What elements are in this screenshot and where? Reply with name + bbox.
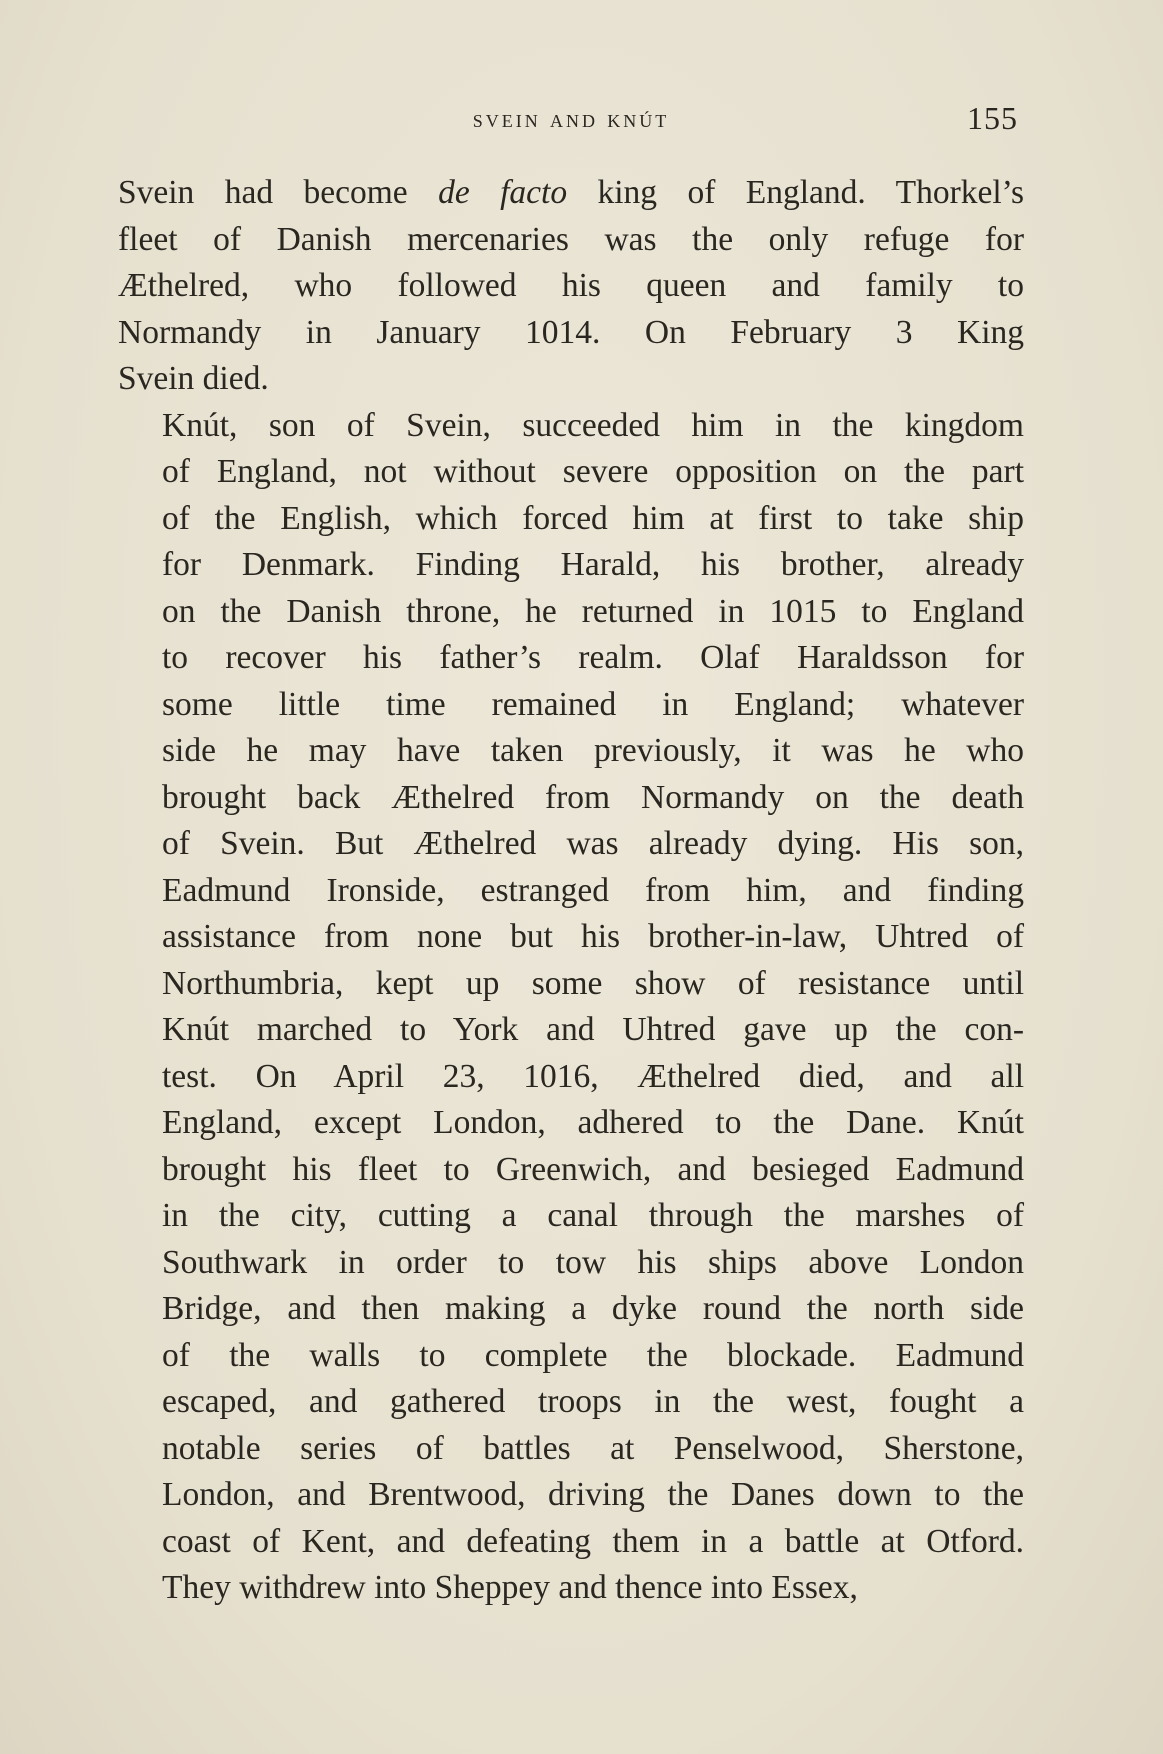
text-line: Normandy in January 1014. On February 3 King bbox=[118, 313, 1024, 351]
text-line: London, and Brentwood, driving the Danes down to the bbox=[162, 1476, 1024, 1513]
text-line: test. On April 23, 1016, Æthelred died, and all bbox=[162, 1057, 1024, 1095]
text-line: Bridge, and then making a dyke round the north side bbox=[162, 1290, 1024, 1327]
text-line: side he may have taken previously, it was he who bbox=[162, 732, 1024, 769]
text-line: brought his fleet to Greenwich, and besieged Eadmund bbox=[162, 1150, 1024, 1188]
paragraph bbox=[118, 170, 1024, 403]
text-line: Southwark in order to tow his ships above London bbox=[162, 1243, 1024, 1281]
text-line: to recover his father’s realm. Olaf Haraldsson for bbox=[162, 639, 1024, 676]
text-line: escaped, and gathered troops in the west, fought a bbox=[162, 1383, 1024, 1420]
text-line: Knút marched to York and Uhtred gave up the con- bbox=[162, 1011, 1024, 1048]
text-line: of Svein. But Æthelred was already dying. His son, bbox=[162, 825, 1024, 862]
text-line: of the walls to complete the blockade. Eadmund bbox=[162, 1336, 1024, 1374]
text-line: for Denmark. Finding Harald, his brother, already bbox=[162, 546, 1024, 583]
text-line: in the city, cutting a canal through the marshes of bbox=[162, 1197, 1024, 1234]
page-number: 155 bbox=[967, 100, 1018, 136]
text-line: Svein had become de facto king of England. Thorkel’s bbox=[118, 174, 1024, 211]
text-line: fleet of Danish mercenaries was the only refuge for bbox=[118, 220, 1024, 258]
text-line: on the Danish throne, he returned in 1015 to England bbox=[162, 592, 1024, 630]
text-line: They withdrew into Sheppey and thence into Essex, bbox=[162, 1569, 858, 1606]
paragraph bbox=[118, 403, 1024, 1612]
text-line: Svein died. bbox=[118, 360, 269, 397]
text-line: Æthelred, who followed his queen and family to bbox=[118, 267, 1024, 304]
text-line: of the English, which forced him at first to take ship bbox=[162, 499, 1024, 537]
text-line: coast of Kent, and defeating them in a battle at Otford. bbox=[162, 1522, 1024, 1560]
text-line: notable series of battles at Penselwood, Sherstone, bbox=[162, 1429, 1024, 1467]
page-header bbox=[118, 96, 1024, 146]
italic-phrase: de facto bbox=[438, 174, 568, 211]
text-line: Northumbria, kept up some show of resistance until bbox=[162, 964, 1024, 1002]
text-line: some little time remained in England; whatever bbox=[162, 685, 1024, 723]
text-line: Knút, son of Svein, succeeded him in the kingdom bbox=[162, 406, 1024, 444]
text-line: of England, not without severe opposition on the part bbox=[162, 453, 1024, 490]
text-line: England, except London, adhered to the Dane. Knút bbox=[162, 1104, 1024, 1141]
text-line: assistance from none but his brother-in-law, Uhtred of bbox=[162, 918, 1024, 955]
text-line: Eadmund Ironside, estranged from him, and finding bbox=[162, 871, 1024, 909]
running-head: svein and knút bbox=[472, 106, 670, 133]
text-line: brought back Æthelred from Normandy on the death bbox=[162, 778, 1024, 816]
body-text bbox=[118, 170, 1024, 1612]
